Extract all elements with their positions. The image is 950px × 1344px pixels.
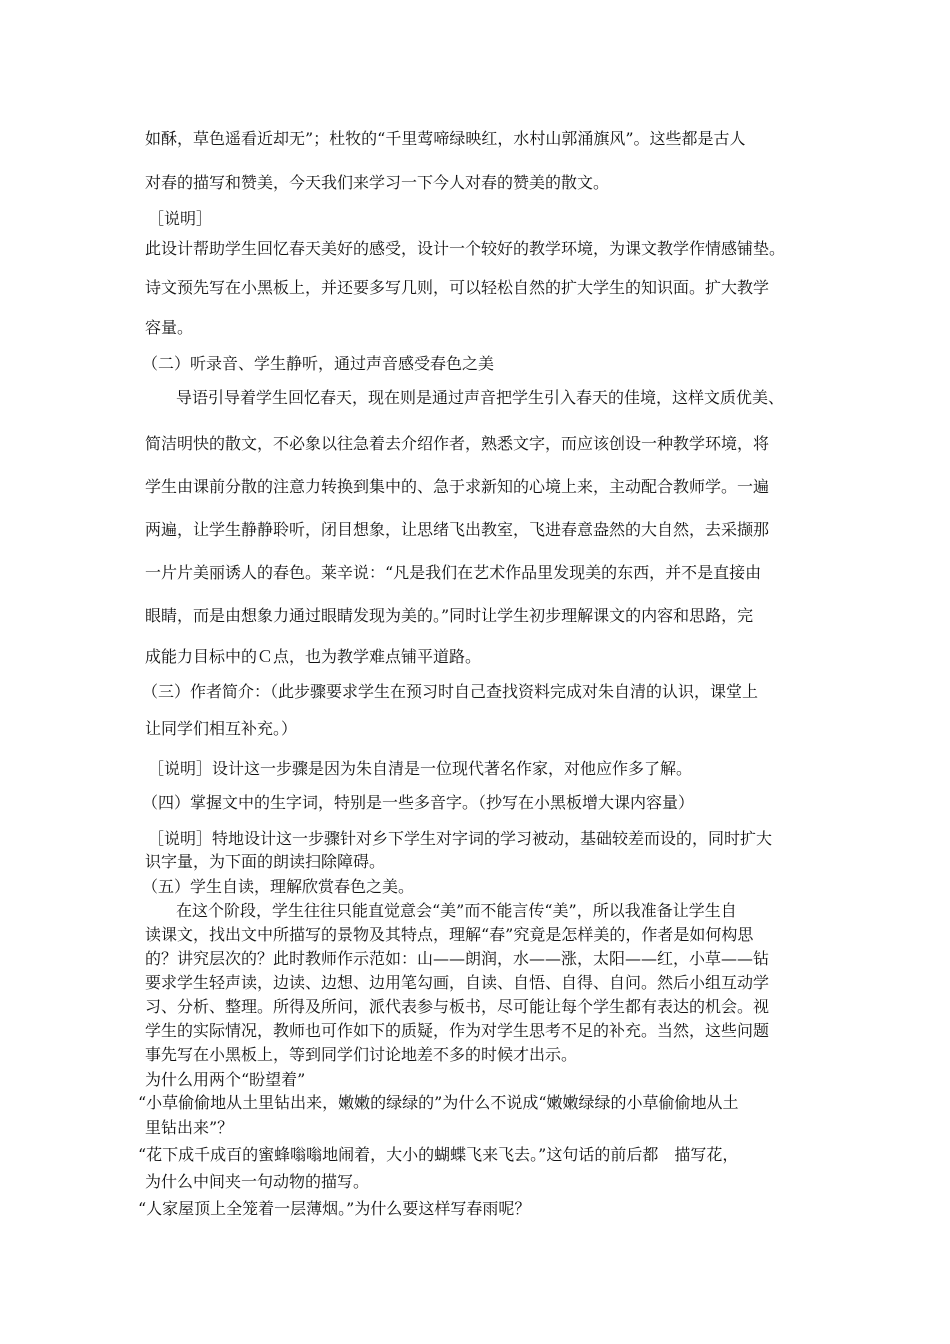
text-line: 此设计帮助学生回忆春天美好的感受，设计一个较好的教学环境，为课文教学作情感铺垫。: [145, 239, 786, 258]
text-line: 学生的实际情况，教师也可作如下的质疑，作为对学生思考不足的补充。当然，这些问题: [145, 1021, 770, 1040]
text-line: ［说明］设计这一步骤是因为朱自清是一位现代著名作家，对他应作多了解。: [148, 759, 693, 778]
text-line: 一片片美丽诱人的春色。莱辛说：“凡是我们在艺术作品里发现美的东西，并不是直接由: [145, 563, 762, 582]
question-line: 里钻出来”？: [145, 1118, 234, 1137]
section-heading: （二）听录音、学生静听，通过声音感受春色之美: [142, 354, 495, 373]
text-line: 眼睛，而是由想象力通过眼睛发现为美的。”同时让学生初步理解课文的内容和思路，完: [145, 606, 754, 625]
text-line: 的？讲究层次的？此时教师作示范如：山——朗润，水——涨，太阳——红，小草——钻: [145, 949, 770, 968]
question-line: “小草偷偷地从土里钻出来，嫩嫩的绿绿的”为什么不说成“嫩嫩绿绿的小草偷偷地从土: [138, 1093, 739, 1112]
text-line: 简洁明快的散文，不必象以往急着去介绍作者，熟悉文字，而应该创设一种教学环境，将: [145, 434, 770, 453]
text-line: 读课文，找出文中所描写的景物及其特点，理解“春”究竟是怎样美的，作者是如何构思: [145, 925, 754, 944]
section-heading: （四）掌握文中的生字词，特别是一些多音字。（抄写在小黑板增大课内容量）: [142, 793, 695, 812]
text-line: 对春的描写和赞美，今天我们来学习一下今人对春的赞美的散文。: [145, 173, 610, 192]
text-line: 学生由课前分散的注意力转换到集中的、急于求新知的心境上来，主动配合教师学。一遍: [145, 477, 770, 496]
question-line: 为什么中间夹一句动物的描写。: [145, 1172, 370, 1191]
text-line: 习、分析、整理。所得及所问，派代表参与板书，尽可能让每个学生都有表达的机会。视: [145, 997, 770, 1016]
text-line: 导语引导着学生回忆春天，现在则是通过声音把学生引入春天的佳境，这样文质优美、: [176, 388, 785, 407]
text-line: 容量。: [145, 318, 194, 337]
question-line: “人家屋顶上全笼着一层薄烟。”为什么要这样写春雨呢？: [138, 1199, 531, 1218]
text-line: 让同学们相互补充。）: [145, 719, 298, 738]
text-line: 如酥，草色遥看近却无”；杜牧的“千里莺啼绿映红，水村山郭涌旗风”。这些都是古人: [145, 129, 746, 148]
text-line: ［说明］特地设计这一步骤针对乡下学生对字词的学习被动，基础较差而设的，同时扩大: [148, 829, 773, 848]
text-line: 要求学生轻声读，边读、边想、边用笔勾画，自读、自悟、自得、自问。然后小组互动学: [145, 973, 770, 992]
question-line: “花下成千成百的蜜蜂嗡嗡地闹着，大小的蝴蝶飞来飞去。”这句话的前后都 描写花，: [138, 1145, 739, 1164]
text-line: 诗文预先写在小黑板上，并还要多写几则，可以轻松自然的扩大学生的知识面。扩大教学: [145, 278, 770, 297]
text-line: 识字量，为下面的朗读扫除障碍。: [145, 852, 386, 871]
text-line: 成能力目标中的Ｃ点，也为教学难点铺平道路。: [145, 647, 482, 666]
text-line: ［说明］: [148, 209, 213, 228]
text-line: 在这个阶段，学生往往只能直觉意会“美”而不能言传“美”，所以我准备让学生自: [176, 901, 737, 920]
text-line: 事先写在小黑板上，等到同学们讨论地差不多的时候才出示。: [145, 1045, 578, 1064]
section-heading: （三）作者简介：（此步骤要求学生在预习时自己查找资料完成对朱自清的认识，课堂上: [142, 682, 759, 701]
section-heading: （五）学生自读，理解欣赏春色之美。: [142, 877, 415, 896]
question-line: 为什么用两个“盼望着”: [145, 1070, 306, 1089]
text-line: 两遍，让学生静静聆听，闭目想象，让思绪飞出教室，飞进春意盎然的大自然，去采撷那: [145, 520, 770, 539]
